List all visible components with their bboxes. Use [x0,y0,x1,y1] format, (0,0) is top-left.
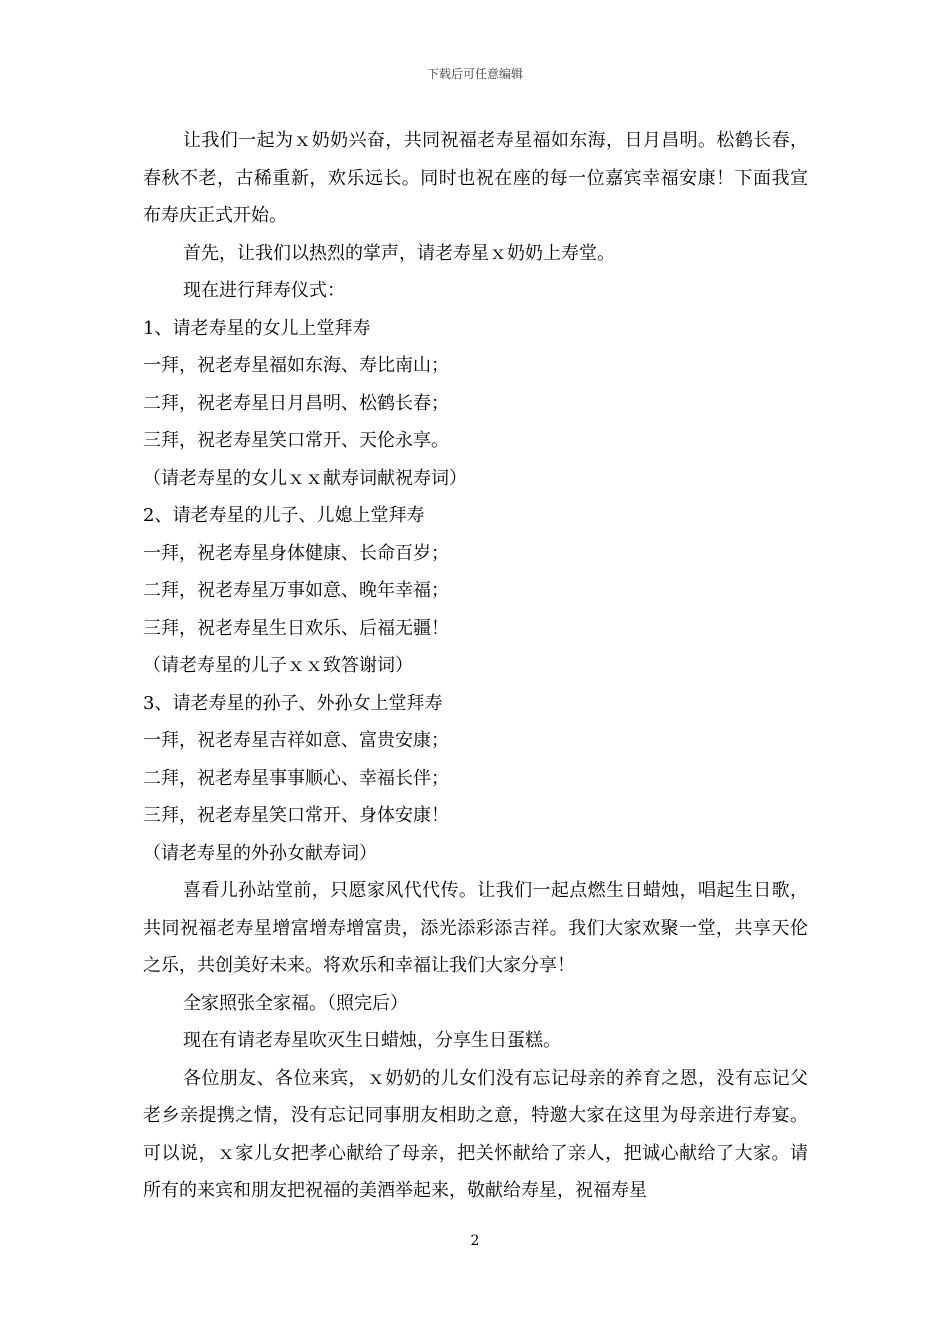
paragraph-welcome: 首先，让我们以热烈的掌声，请老寿星ｘ奶奶上寿堂。 [183,242,615,264]
paragraph-ceremony-intro: 现在进行拜寿仪式： [183,280,345,301]
ceremony-step-1-bow-2: 二拜，祝老寿星日月昌明、松鹤长春； [143,392,449,414]
document-body [143,122,808,1210]
ceremony-step-3-bow-1: 一拜，祝老寿星吉祥如意、富贵安康； [143,730,449,751]
paragraph-family-blessing: 喜看儿孙站堂前，只愿家风代代传。让我们一起点燃生日蜡烛，唱起生日歌，共同祝福老寿星增富增寿增富贵，添光添彩添吉祥。我们大家欢聚一堂，共享天伦之乐，共创美好未来。将欢乐和幸福让我们大家分享！ [143,880,808,976]
paragraph-family-photo: 全家照张全家福。（照完后） [183,992,408,1014]
ceremony-step-2-bow-1: 一拜，祝老寿星身体健康、长命百岁； [143,542,449,564]
ceremony-step-1-bow-3: 三拜，祝老寿星笑口常开、天伦永享。 [143,430,449,451]
ceremony-step-1-bow-1: 一拜，祝老寿星福如东海、寿比南山； [143,355,449,376]
paragraph-toast: 各位朋友、各位来宾，ｘ奶奶的儿女们没有忘记母亲的养育之恩，没有忘记父老乡亲提携之情，没有忘记同事朋友相助之意，特邀大家在这里为母亲进行寿宴。可以说，ｘ家儿女把孝心献给了母亲，把关怀献给了亲人，把诚心献给了大家。请所有的来宾和朋友把祝福的美酒举起来，敬献给寿星，祝福寿星 [143,1067,808,1201]
ceremony-step-3-bow-2: 二拜，祝老寿星事事顺心、幸福长伴； [143,767,449,789]
page-header: 下载后可任意编辑 [426,67,523,81]
ceremony-step-2-note: （请老寿星的儿子ｘｘ致答谢词） [143,655,413,676]
ceremony-step-2-bow-3: 三拜，祝老寿星生日欢乐、后福无疆！ [143,617,449,639]
paragraph-candles-cake: 现在有请老寿星吹灭生日蜡烛，分享生日蛋糕。 [183,1030,561,1051]
ceremony-step-3-note: （请老寿星的外孙女献寿词） [143,842,377,864]
ceremony-step-1-note: （请老寿星的女儿ｘｘ献寿词献祝寿词） [143,467,467,489]
ceremony-step-2-heading: 2、请老寿星的儿子、儿媳上堂拜寿 [143,505,425,526]
ceremony-step-3-heading: 3、请老寿星的孙子、外孙女上堂拜寿 [143,692,443,714]
paragraph-opening: 让我们一起为ｘ奶奶兴奋，共同祝福老寿星福如东海，日月昌明。松鹤长春，春秋不老，古稀重新，欢乐远长。同时也祝在座的每一位嘉宾幸福安康！下面我宣布寿庆正式开始。 [143,130,808,226]
ceremony-step-2-bow-2: 二拜，祝老寿星万事如意、晚年幸福； [143,580,449,601]
page-number: 2 [470,1233,480,1249]
ceremony-step-3-bow-3: 三拜，祝老寿星笑口常开、身体安康！ [143,805,449,826]
ceremony-step-1-heading: 1、请老寿星的女儿上堂拜寿 [143,317,371,339]
